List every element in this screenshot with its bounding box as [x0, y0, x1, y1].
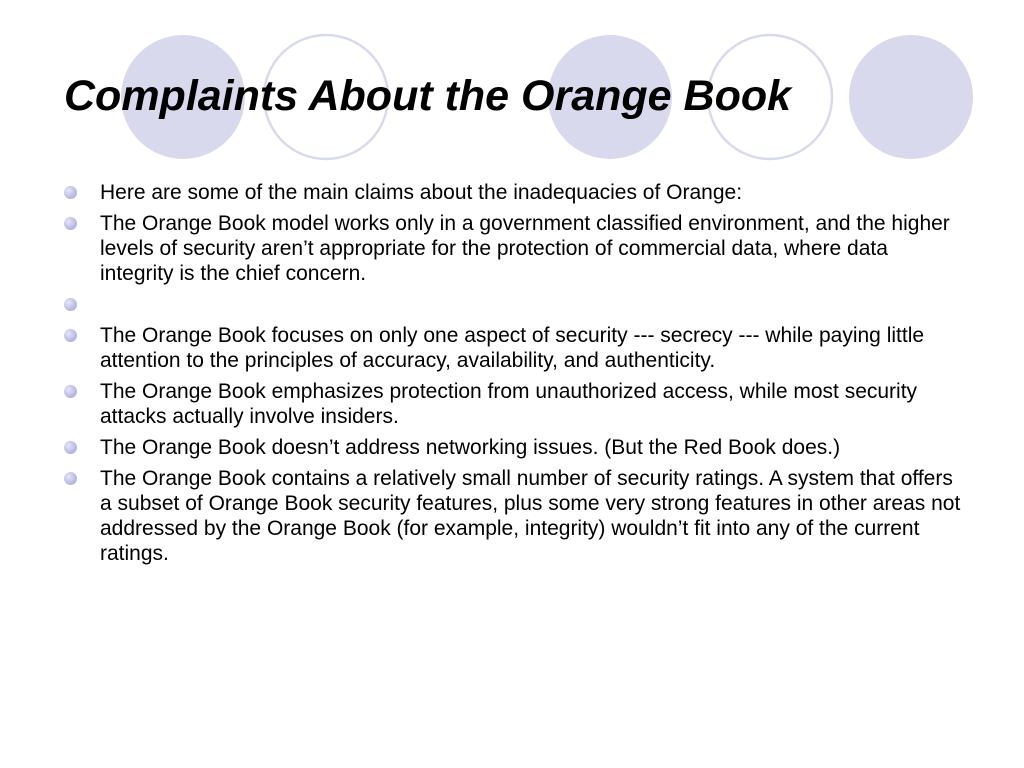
bullet-item-empty — [64, 292, 964, 317]
bullet-icon — [64, 441, 77, 454]
bullet-text: The Orange Book emphasizes protection from unauthorized access, while most security attacks actually involve insiders. — [100, 380, 918, 428]
bullet-icon — [64, 186, 77, 199]
bullet-text: Here are some of the main claims about the inadequacies of Orange: — [100, 181, 743, 204]
bullet-item — [64, 435, 964, 460]
bullet-icon — [64, 472, 77, 485]
bullet-item — [64, 379, 964, 429]
bullet-text: The Orange Book contains a relatively small number of security ratings. A system that offers a subset of Orange Book security features, plus some very strong features in other areas not addressed by the Orange Book (for example, integrity) wouldn’t fit into any of the current ratings. — [100, 467, 961, 565]
bullet-list — [64, 180, 964, 572]
bullet-item — [64, 211, 964, 286]
bullet-icon — [64, 217, 77, 230]
bullet-icon — [64, 298, 77, 311]
bullet-item — [64, 323, 964, 373]
bullet-item — [64, 466, 964, 566]
filled-circle — [849, 35, 973, 159]
bullet-text: The Orange Book focuses on only one aspect of security --- secrecy --- while paying little attention to the principles of accuracy, availability, and authenticity. — [100, 324, 925, 372]
slide-title: Complaints About the Orange Book — [64, 72, 792, 120]
bullet-icon — [64, 329, 77, 342]
bullet-icon — [64, 385, 77, 398]
bullet-item — [64, 180, 964, 205]
bullet-text: The Orange Book doesn’t address networking issues. (But the Red Book does.) — [100, 436, 841, 459]
bullet-text: The Orange Book model works only in a government classified environment, and the higher levels of security aren’t appropriate for the protection of commercial data, where data integrity is the chief concern. — [100, 212, 950, 285]
